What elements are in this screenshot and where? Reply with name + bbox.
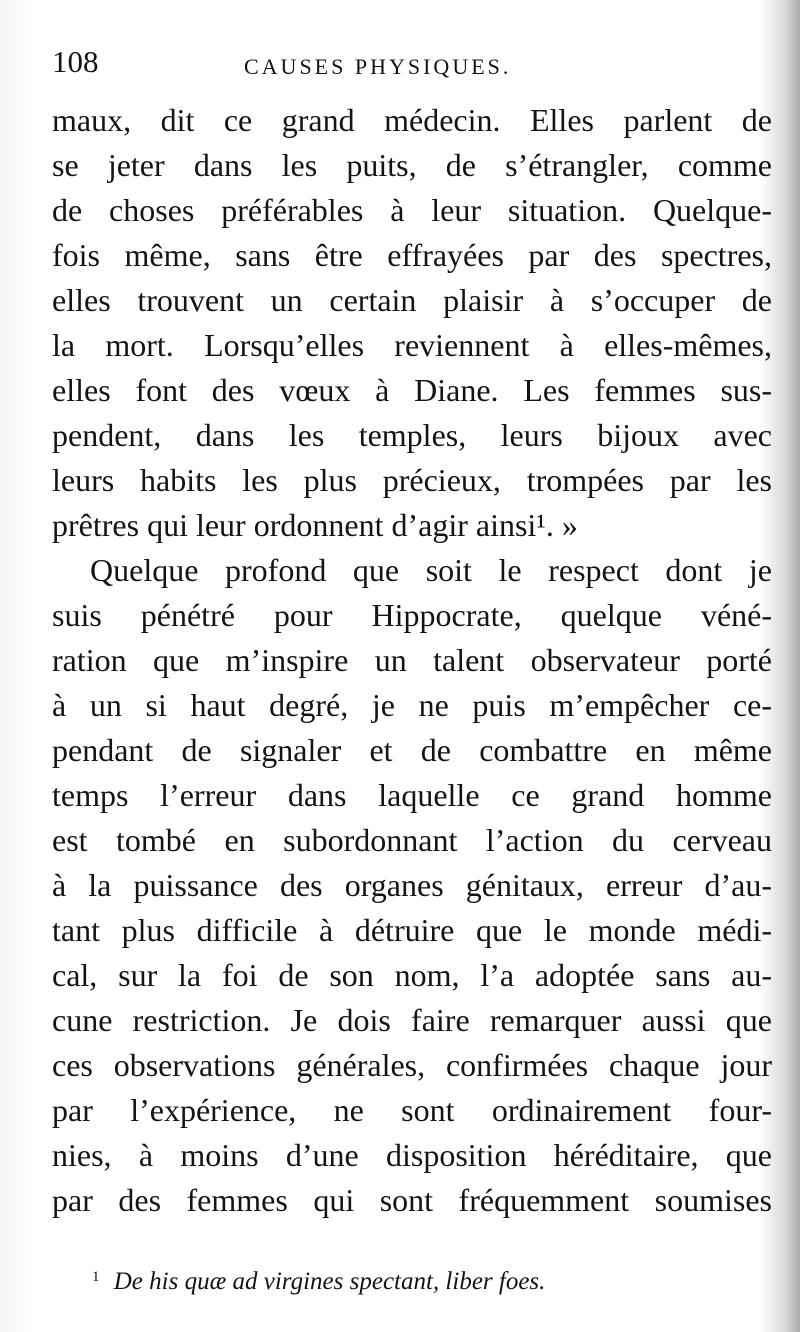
text-line: par l’expérience, ne sont ordinairement four- [52, 1092, 772, 1128]
text-line: suis pénétré pour Hippocrate, quelque véné- [52, 597, 772, 633]
text-line: fois même, sans être effrayées par des spectres, [52, 237, 772, 273]
text-line: de choses préférables à leur situation. Quelque- [52, 192, 772, 228]
text-line: pendent, dans les temples, leurs bijoux avec [52, 417, 772, 453]
running-title: CAUSES PHYSIQUES. [244, 54, 512, 79]
text-line: leurs habits les plus précieux, trompées par les [52, 462, 772, 498]
text-line: maux, dit ce grand médecin. Elles parlent de [52, 102, 772, 138]
footnote-marker: 1 [92, 1269, 100, 1285]
text-line: tant plus difficile à détruire que le monde médi- [52, 912, 772, 948]
text-line: cune restriction. Je dois faire remarquer aussi que [52, 1002, 772, 1038]
text-line: elles font des vœux à Diane. Les femmes sus- [52, 372, 772, 408]
body-text [52, 98, 772, 1223]
text-line: se jeter dans les puits, de s’étrangler, comme [52, 147, 772, 183]
text-line: la mort. Lorsqu’elles reviennent à elles-mêmes, [52, 327, 772, 363]
text-line: est tombé en subordonnant l’action du cerveau [52, 822, 772, 858]
text-line: temps l’erreur dans laquelle ce grand homme [52, 777, 772, 813]
footnote-text: De his quæ ad virgines spectant, liber foes. [113, 1268, 546, 1295]
text-line: par des femmes qui sont fréquemment soumises [52, 1182, 772, 1218]
text-line: à un si haut degré, je ne puis m’empêcher ce- [52, 687, 772, 723]
text-line: à la puissance des organes génitaux, erreur d’au- [52, 867, 772, 903]
text-line: cal, sur la foi de son nom, l’a adoptée sans au- [52, 957, 772, 993]
paragraph-first-line: Quelque profond que soit le respect dont je [90, 552, 772, 588]
page-header [44, 38, 564, 82]
page-number: 108 [52, 44, 99, 79]
text-line: ration que m’inspire un talent observateur porté [52, 642, 772, 678]
text-line: pendant de signaler et de combattre en même [52, 732, 772, 768]
text-line: elles trouvent un certain plaisir à s’occuper de [52, 282, 772, 318]
text-line: ces observations générales, confirmées chaque jour [52, 1047, 772, 1083]
text-line: nies, à moins d’une disposition héréditaire, que [52, 1137, 772, 1173]
text-line: prêtres qui leur ordonnent d’agir ainsi¹. » [52, 507, 578, 543]
footnote [92, 1262, 712, 1297]
